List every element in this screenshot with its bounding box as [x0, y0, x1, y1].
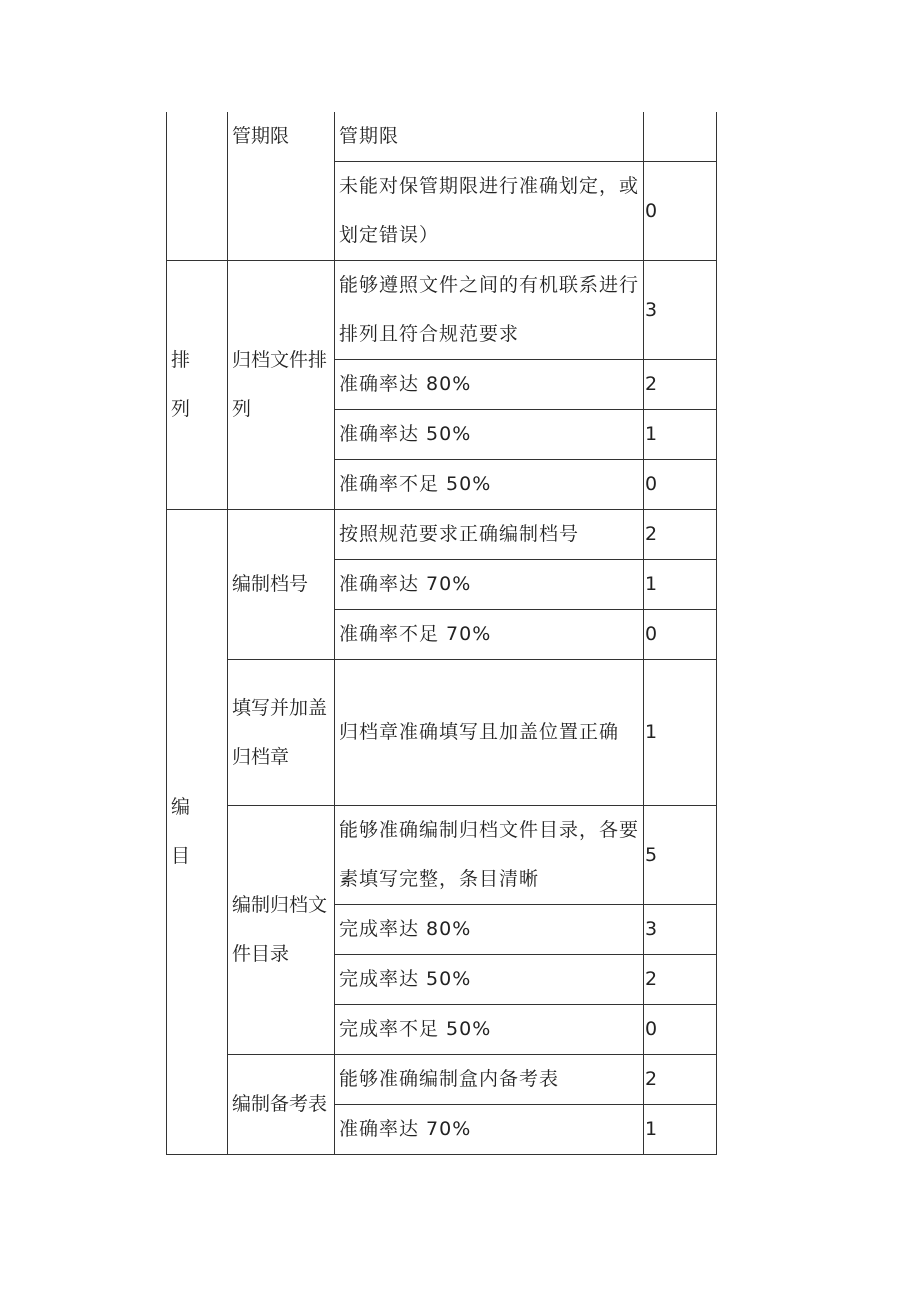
- score-cell: 0: [644, 1005, 717, 1055]
- score-cell: 1: [644, 560, 717, 610]
- score-cell: 0: [644, 162, 717, 261]
- criterion-cell: 归档章准确填写且加盖位置正确: [335, 660, 644, 806]
- criterion-cell: 准确率达 80%: [335, 360, 644, 410]
- score-cell: 2: [644, 1055, 717, 1105]
- item-label: 编制档号: [232, 573, 309, 595]
- item-cell: [228, 806, 335, 1055]
- item-label: 填写并加盖归档章: [232, 696, 328, 768]
- criterion-cell: 按照规范要求正确编制档号: [335, 510, 644, 560]
- score-cell: 1: [644, 410, 717, 460]
- criterion-cell: 准确率不足 70%: [335, 610, 644, 660]
- score-cell: 0: [644, 460, 717, 510]
- category-cell-continued: [167, 112, 228, 261]
- criterion-cell: 准确率不足 50%: [335, 460, 644, 510]
- table-row: [167, 806, 717, 905]
- criterion-cell: 完成率不足 50%: [335, 1005, 644, 1055]
- item-cell: [228, 261, 335, 510]
- score-cell: 3: [644, 905, 717, 955]
- criterion-cell: 能够遵照文件之间的有机联系进行排列且符合规范要求: [335, 261, 644, 360]
- score-cell: 3: [644, 261, 717, 360]
- item-label: 归档文件排列: [232, 349, 328, 420]
- item-label: 编制备考表: [232, 1093, 328, 1115]
- score-cell: 1: [644, 660, 717, 806]
- category-label: 排列: [171, 349, 191, 420]
- criterion-cell: 管期限: [335, 112, 644, 162]
- category-cell: [167, 510, 228, 1155]
- score-cell: 5: [644, 806, 717, 905]
- category-label: 编目: [171, 796, 191, 867]
- score-cell: 1: [644, 1105, 717, 1155]
- score-cell: [644, 112, 717, 162]
- table-row: [167, 1055, 717, 1105]
- score-cell: 0: [644, 610, 717, 660]
- item-label: 编制归档文件目录: [232, 894, 328, 965]
- scoring-table: [166, 112, 717, 1155]
- criterion-cell: 准确率达 70%: [335, 1105, 644, 1155]
- table-row: [167, 261, 717, 360]
- criterion-cell: 能够准确编制盒内备考表: [335, 1055, 644, 1105]
- criterion-cell: 准确率达 50%: [335, 410, 644, 460]
- item-cell: [228, 510, 335, 660]
- criterion-cell: 完成率达 80%: [335, 905, 644, 955]
- table-row: [167, 112, 717, 162]
- item-cell: [228, 1055, 335, 1155]
- item-cell: [228, 660, 335, 806]
- score-cell: 2: [644, 360, 717, 410]
- item-label: 管期限: [232, 125, 290, 147]
- table-row: [167, 510, 717, 560]
- score-cell: 2: [644, 955, 717, 1005]
- criterion-cell: 未能对保管期限进行准确划定，或划定错误）: [335, 162, 644, 261]
- table-row: [167, 660, 717, 806]
- criterion-cell: 准确率达 70%: [335, 560, 644, 610]
- criterion-cell: 能够准确编制归档文件目录，各要素填写完整，条目清晰: [335, 806, 644, 905]
- score-cell: 2: [644, 510, 717, 560]
- category-cell: [167, 261, 228, 510]
- criterion-cell: 完成率达 50%: [335, 955, 644, 1005]
- item-cell: [228, 112, 335, 261]
